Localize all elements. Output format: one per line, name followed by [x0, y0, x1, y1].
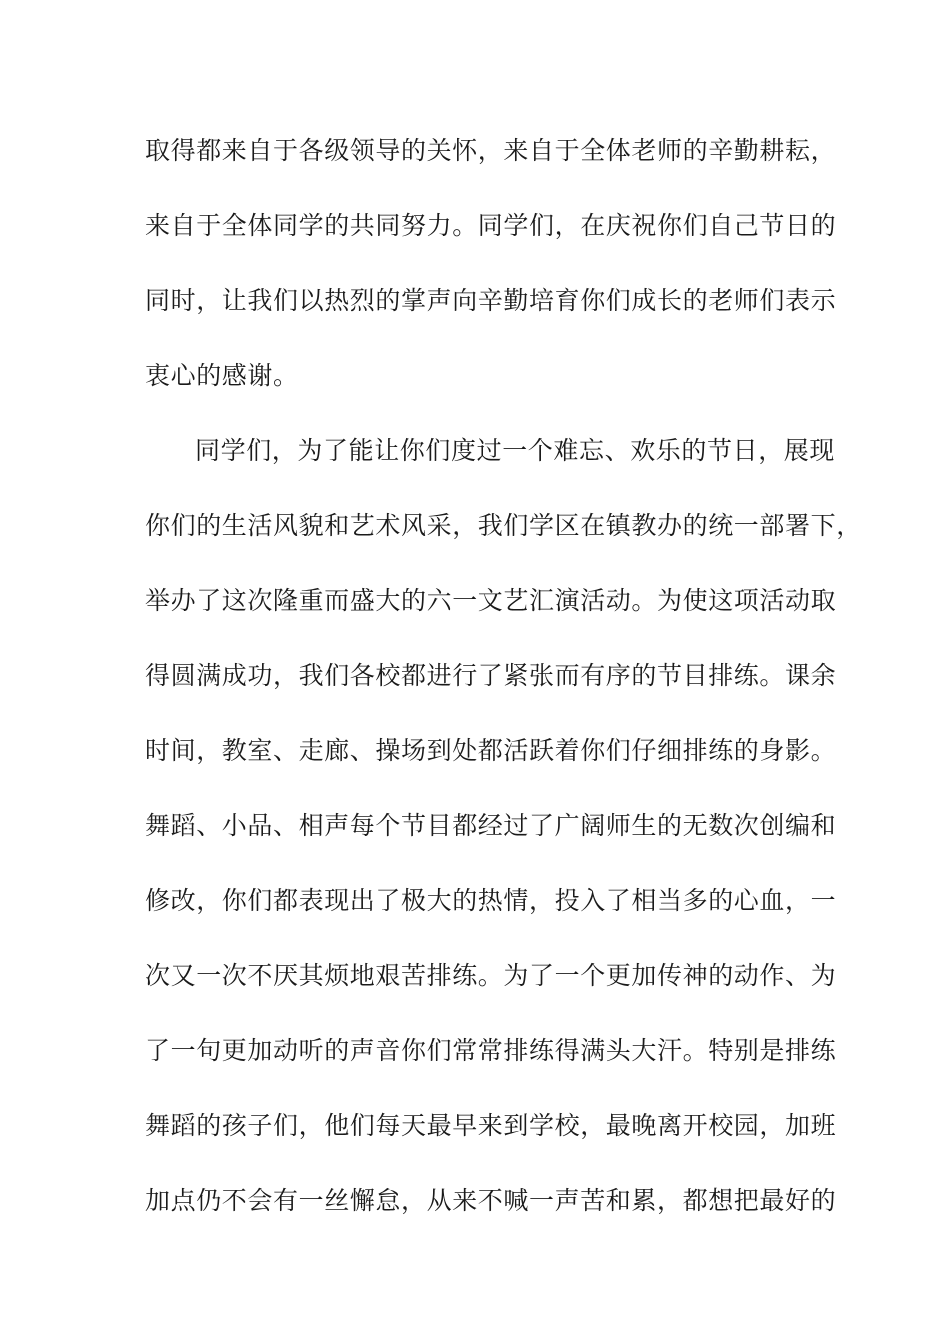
text-line: 了一句更加动听的声音你们常常排练得满头大汗。特别是排练	[145, 1036, 837, 1065]
text-line: 加点仍不会有一丝懈怠，从来不喊一声苦和累，都想把最好的	[145, 1186, 837, 1215]
text-line: 修改，你们都表现出了极大的热情，投入了相当多的心血，一	[145, 886, 837, 915]
text-line: 得圆满成功，我们各校都进行了紧张而有序的节目排练。课余	[145, 661, 837, 690]
text-line: 次又一次不厌其烦地艰苦排练。为了一个更加传神的动作、为	[145, 961, 837, 990]
text-line: 来自于全体同学的共同努力。同学们，在庆祝你们自己节日的	[145, 211, 837, 240]
body-text	[145, 126, 862, 1251]
text-line: 取得都来自于各级领导的关怀，来自于全体老师的辛勤耕耘，	[145, 136, 837, 165]
text-line: 舞蹈的孩子们，他们每天最早来到学校，最晚离开校园，加班	[145, 1111, 837, 1140]
text-line: 你们的生活风貌和艺术风采，我们学区在镇教办的统一部署下，	[145, 511, 862, 540]
paragraph-start-line: 同学们，为了能让你们度过一个难忘、欢乐的节日，展现	[195, 436, 836, 465]
text-line: 同时，让我们以热烈的掌声向辛勤培育你们成长的老师们表示	[145, 286, 837, 315]
text-line: 时间，教室、走廊、操场到处都活跃着你们仔细排练的身影。	[145, 736, 837, 765]
text-line: 舞蹈、小品、相声每个节目都经过了广阔师生的无数次创编和	[145, 811, 837, 840]
text-line: 举办了这次隆重而盛大的六一文艺汇演活动。为使这项活动取	[145, 586, 837, 615]
text-line: 衷心的感谢。	[145, 361, 299, 390]
